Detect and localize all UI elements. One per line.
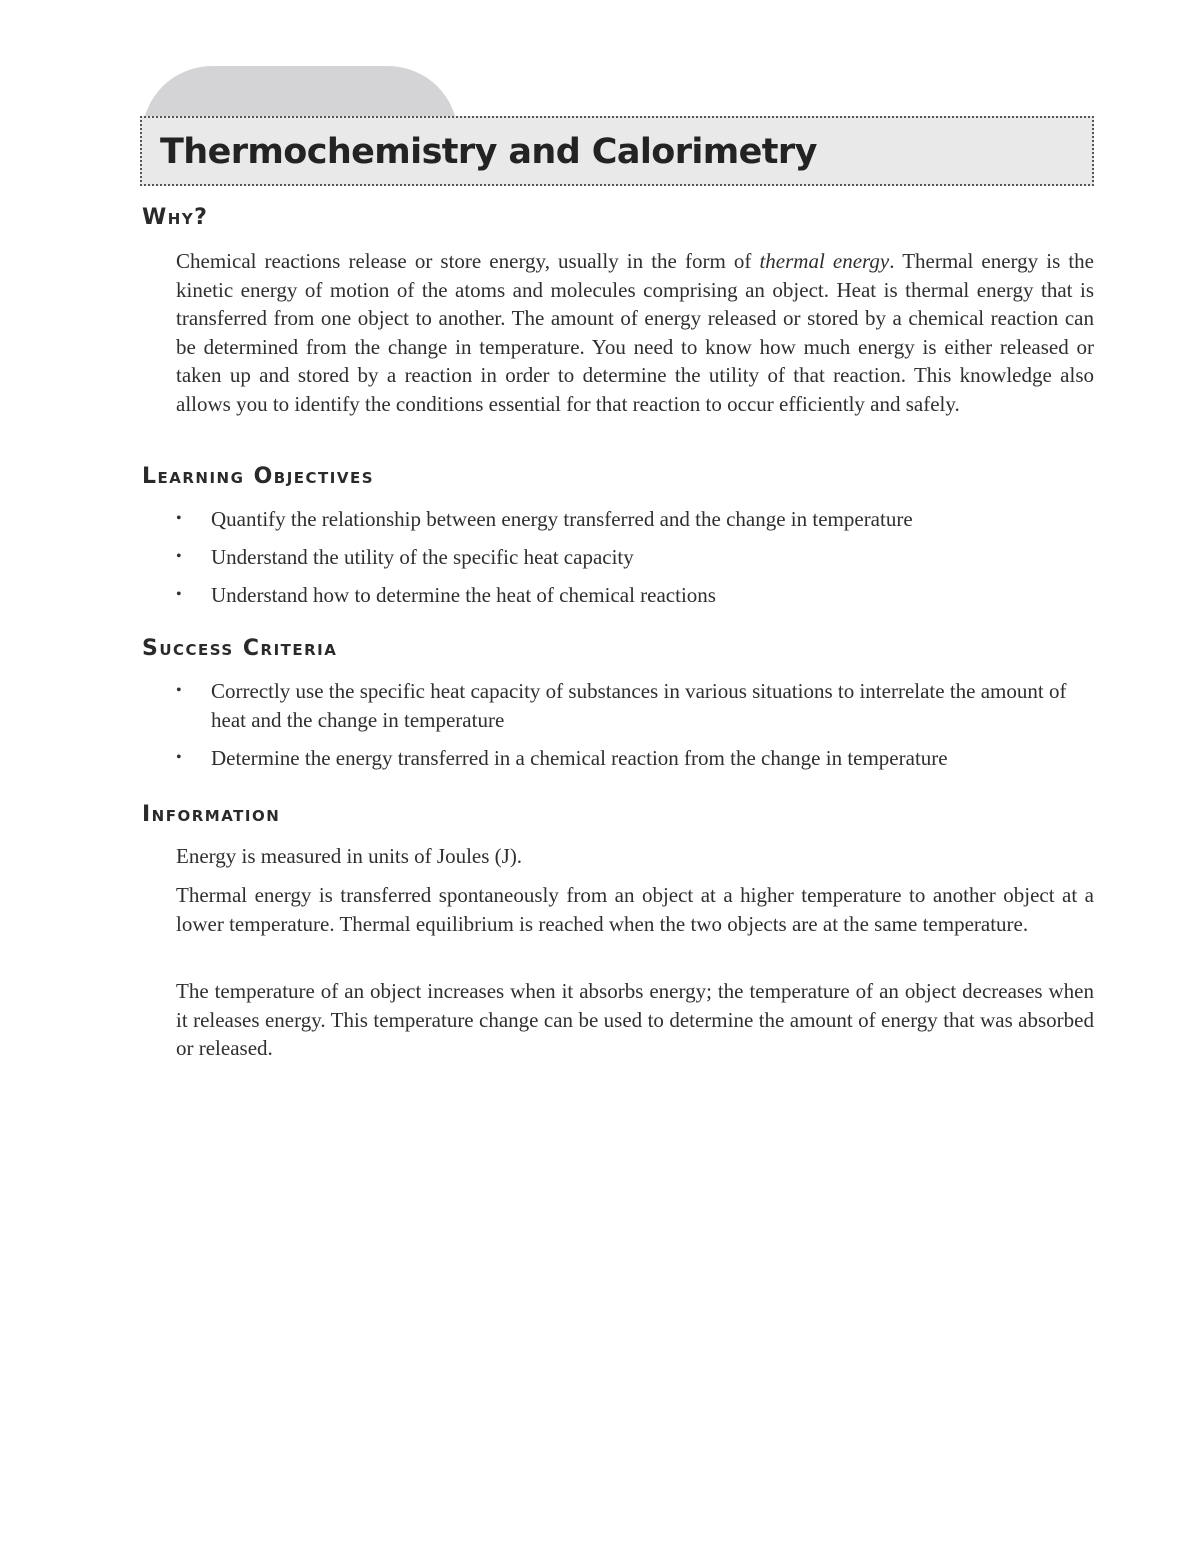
why-text-start: Chemical reactions release or store energy, usually in the form of xyxy=(176,249,760,273)
list-item xyxy=(176,543,1094,572)
why-text-end: . Thermal energy is the kinetic energy of motion of the atoms and molecules comprising an object. Heat is thermal energy that is transferred from one object to another. The amount of energy released or stored by a chemical reaction can be determined from the change in temperature. You need to know how much energy is either released or taken up and stored by a reaction in order to determine the utility of that reaction. This knowledge also allows you to identify the conditions essential for that reaction to occur efficiently and safely. xyxy=(176,249,1095,416)
heading-success-criteria: Success Criteria xyxy=(142,636,338,661)
list-item-text: Understand how to determine the heat of chemical reactions xyxy=(211,583,716,607)
bullet-symbol: • xyxy=(176,548,182,565)
success-criteria-list xyxy=(176,677,1094,782)
list-item-text: Understand the utility of the specific heat capacity xyxy=(211,545,634,569)
bullet-symbol: • xyxy=(176,510,182,527)
why-paragraph xyxy=(176,247,1094,418)
why-italic-term: thermal energy xyxy=(759,249,890,273)
information-paragraph-1: Energy is measured in units of Joules (J). xyxy=(176,844,523,868)
list-item-text: Quantify the relationship between energy transferred and the change in temperature xyxy=(211,507,913,531)
learning-objectives-list xyxy=(176,505,1094,619)
bullet-symbol: • xyxy=(176,748,182,766)
page-title: Thermochemistry and Calorimetry xyxy=(160,132,817,172)
list-item-text: Correctly use the specific heat capacity of substances in various situations to interrelate the amount of heat and the change in temperature xyxy=(211,679,1067,732)
heading-learning-objectives: Learning Objectives xyxy=(142,464,375,489)
bullet-symbol: • xyxy=(176,682,182,699)
information-paragraph-2: Thermal energy is transferred spontaneously from an object at a higher temperature to another object at a lower temperature. Thermal equilibrium is reached when the two objects are at the same temperature. xyxy=(176,883,1094,936)
list-item xyxy=(176,581,1094,610)
heading-why: Why? xyxy=(142,205,209,230)
list-item xyxy=(176,744,1094,773)
title-box xyxy=(140,116,1094,186)
information-paragraph-3: The temperature of an object increases when it absorbs energy; the temperature of an object decreases when it releases energy. This temperature change can be used to determine the amount of energy that was absorbed or released. xyxy=(176,979,1094,1060)
bullet-symbol: • xyxy=(176,586,182,603)
list-item-text: Determine the energy transferred in a chemical reaction from the change in temperature xyxy=(211,745,948,770)
list-item xyxy=(176,677,1094,734)
heading-information: Information xyxy=(142,802,281,827)
list-item xyxy=(176,505,1094,534)
